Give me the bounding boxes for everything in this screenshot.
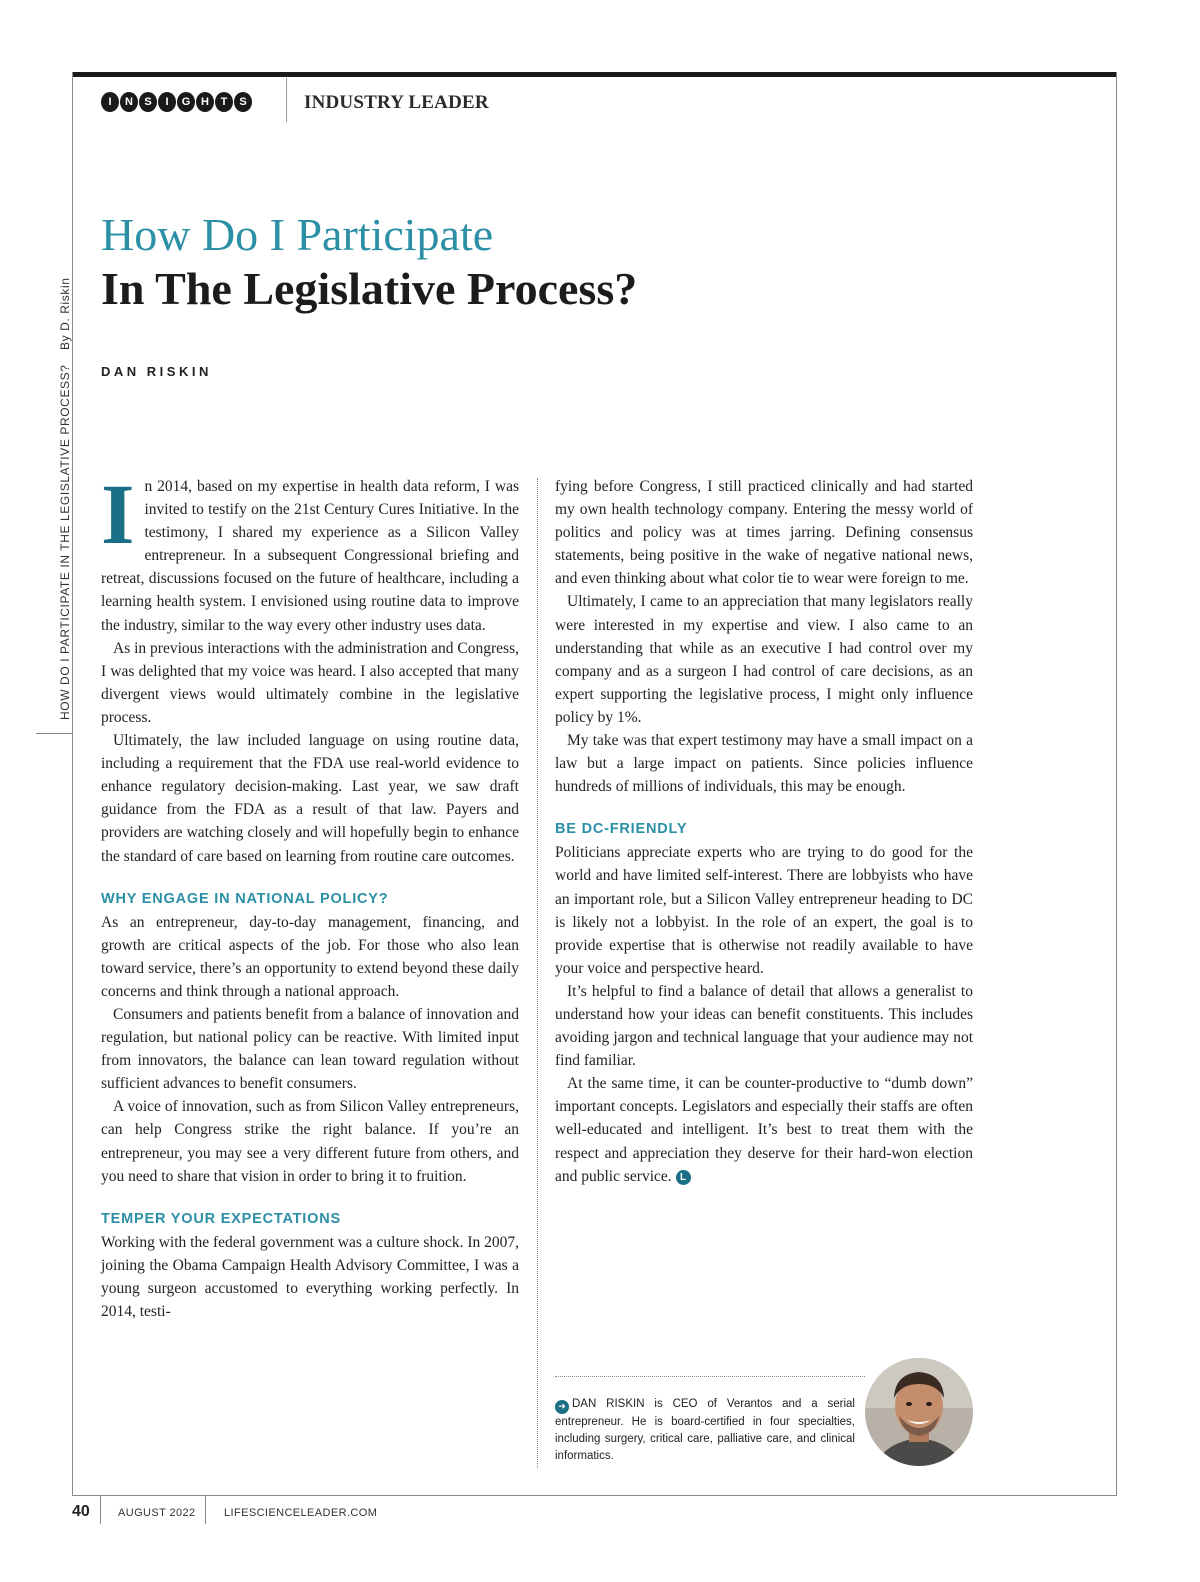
subheading: BE DC-FRIENDLY <box>555 821 688 838</box>
author-headshot <box>865 1358 973 1466</box>
badge-letter: T <box>215 92 233 112</box>
paragraph: At the same time, it can be counter-productive to “dumb down” important concepts. Legislators and especially their staffs are often well-educated and intelligent. It’s best to treat them with the respect and appreciation they deserve for their hard-won election and public service. L <box>555 1075 973 1185</box>
badge-letter: I <box>101 92 119 112</box>
badge-letter: S <box>139 92 157 112</box>
article-title-line1: How Do I Participate <box>101 209 494 260</box>
badge-letter: G <box>177 92 195 112</box>
badge-letter: I <box>158 92 176 112</box>
article-title-line2: In The Legislative Process? <box>101 263 638 314</box>
paragraph: Ultimately, the law included language on using routine data, including a requirement that the FDA use real-world evidence to enhance regulatory decision-making. Last year, we saw draft guidance from the FDA as a result of that law. Payers and providers are watching closely and will hopefully begin to enhance the standard of care based on learning from routine care outcomes. <box>101 732 519 865</box>
sidebar-author: By D. Riskin <box>58 277 72 350</box>
sidebar-running-title: HOW DO I PARTICIPATE IN THE LEGISLATIVE PROCESS? <box>58 364 72 720</box>
paragraph: My take was that expert testimony may have a small impact on a law but a large impact on patients. Since policies influence hundreds of millions of individuals, this may be enough. <box>555 732 973 796</box>
paragraph: Consumers and patients benefit from a balance of innovation and regulation, but national policy can be reactive. With limited input from innovators, the balance can lean toward regulation without sufficient advances to benefit consumers. <box>101 1005 519 1093</box>
paragraph: Working with the federal government was a culture shock. In 2007, joining the Obama Campaign Health Advisory Committee, I was a young surgeon accustomed to everything working perfectly. In 2014, testi- <box>101 1233 519 1320</box>
paragraph: It’s helpful to find a balance of detail that allows a generalist to understand how your ideas can benefit constituents. This includes avoiding jargon and technical language that your audience may not find familiar. <box>555 982 973 1070</box>
paragraph: In 2014, based on my expertise in health data reform, I was invited to testify on the 21st Century Cures Initiative. In the testimony, I shared my experience as a Silicon Valley entrepreneur. In a subsequent Congressional briefing and retreat, discussions focused on the future of healthcare, including a learning health system. I envisioned using routine data to improve the industry, similar to the way every other industry uses data. <box>101 466 519 634</box>
paragraph: Politicians appreciate experts who are trying to do good for the world and have limited self-interest. There are lobbyists who have an important role, but a Silicon Valley entrepreneur heading to DC is likely not a lobbyist. In the role of an expert, the goal is to provide expertise that is otherwise not readily available to have your voice and perspective heard. <box>555 844 973 977</box>
arrow-right-icon: ➜ <box>555 1400 569 1414</box>
footer-divider <box>205 1496 206 1524</box>
paragraph: As in previous interactions with the administration and Congress, I was delighted that my voice was heard. I also accepted that many divergent views would ultimately combine in the legislative process. <box>101 639 519 726</box>
bio-divider <box>555 1376 865 1377</box>
badge-letter: N <box>120 92 138 112</box>
paragraph: fying before Congress, I still practiced clinically and had started my own health technology company. Entering the messy world of politics and policy was at times jarring. Defining consensus statements, being positive in the wake of negative national news, and even thinking about what color tie to wear were foreign to me. <box>555 478 973 588</box>
footer-divider <box>100 1496 101 1524</box>
subheading: TEMPER YOUR EXPECTATIONS <box>101 1210 341 1227</box>
badge-letter: S <box>234 92 252 112</box>
author-bio-text: DAN RISKIN is CEO of Verantos and a serial entrepreneur. He is board-certified in four specialties, including surgery, critical care, palliative care, and clinical informatics. <box>555 1398 855 1462</box>
author-bio <box>555 1396 855 1465</box>
insights-badge <box>101 92 252 112</box>
column-divider <box>537 478 538 1468</box>
byline: DAN RISKIN <box>101 364 212 379</box>
issue-date: AUGUST 2022 <box>118 1507 196 1519</box>
drop-cap: I <box>101 466 135 562</box>
page-number: 40 <box>72 1503 90 1520</box>
header-divider <box>286 78 287 122</box>
sidebar-rule <box>36 733 72 734</box>
end-mark-icon: L <box>676 1170 691 1185</box>
article-column-2 <box>555 475 973 1188</box>
website-link[interactable]: LIFESCIENCELEADER.COM <box>224 1507 378 1519</box>
paragraph: A voice of innovation, such as from Silicon Valley entrepreneurs, can help Congress strike the right balance. If you’re an entrepreneur, you may see a very different future from others, and you need to share that vision in order to bring it to fruition. <box>101 1098 519 1185</box>
subheading: WHY ENGAGE IN NATIONAL POLICY? <box>101 890 389 907</box>
section-label: INDUSTRY LEADER <box>304 92 489 113</box>
paragraph: As an entrepreneur, day-to-day management, financing, and growth are critical aspects of the job. For those who also lean toward service, there’s an opportunity to extend beyond these daily concerns and think through a national approach. <box>101 913 519 1000</box>
paragraph: Ultimately, I came to an appreciation that many legislators really were interested in my expertise and view. I also came to an understanding that while as an executive I had control over my company and as a surgeon I had control of care decisions, as an expert supporting the legislative process, I might only influence policy by 1%. <box>555 593 973 726</box>
article-column-1 <box>101 466 519 1323</box>
badge-letter: H <box>196 92 214 112</box>
